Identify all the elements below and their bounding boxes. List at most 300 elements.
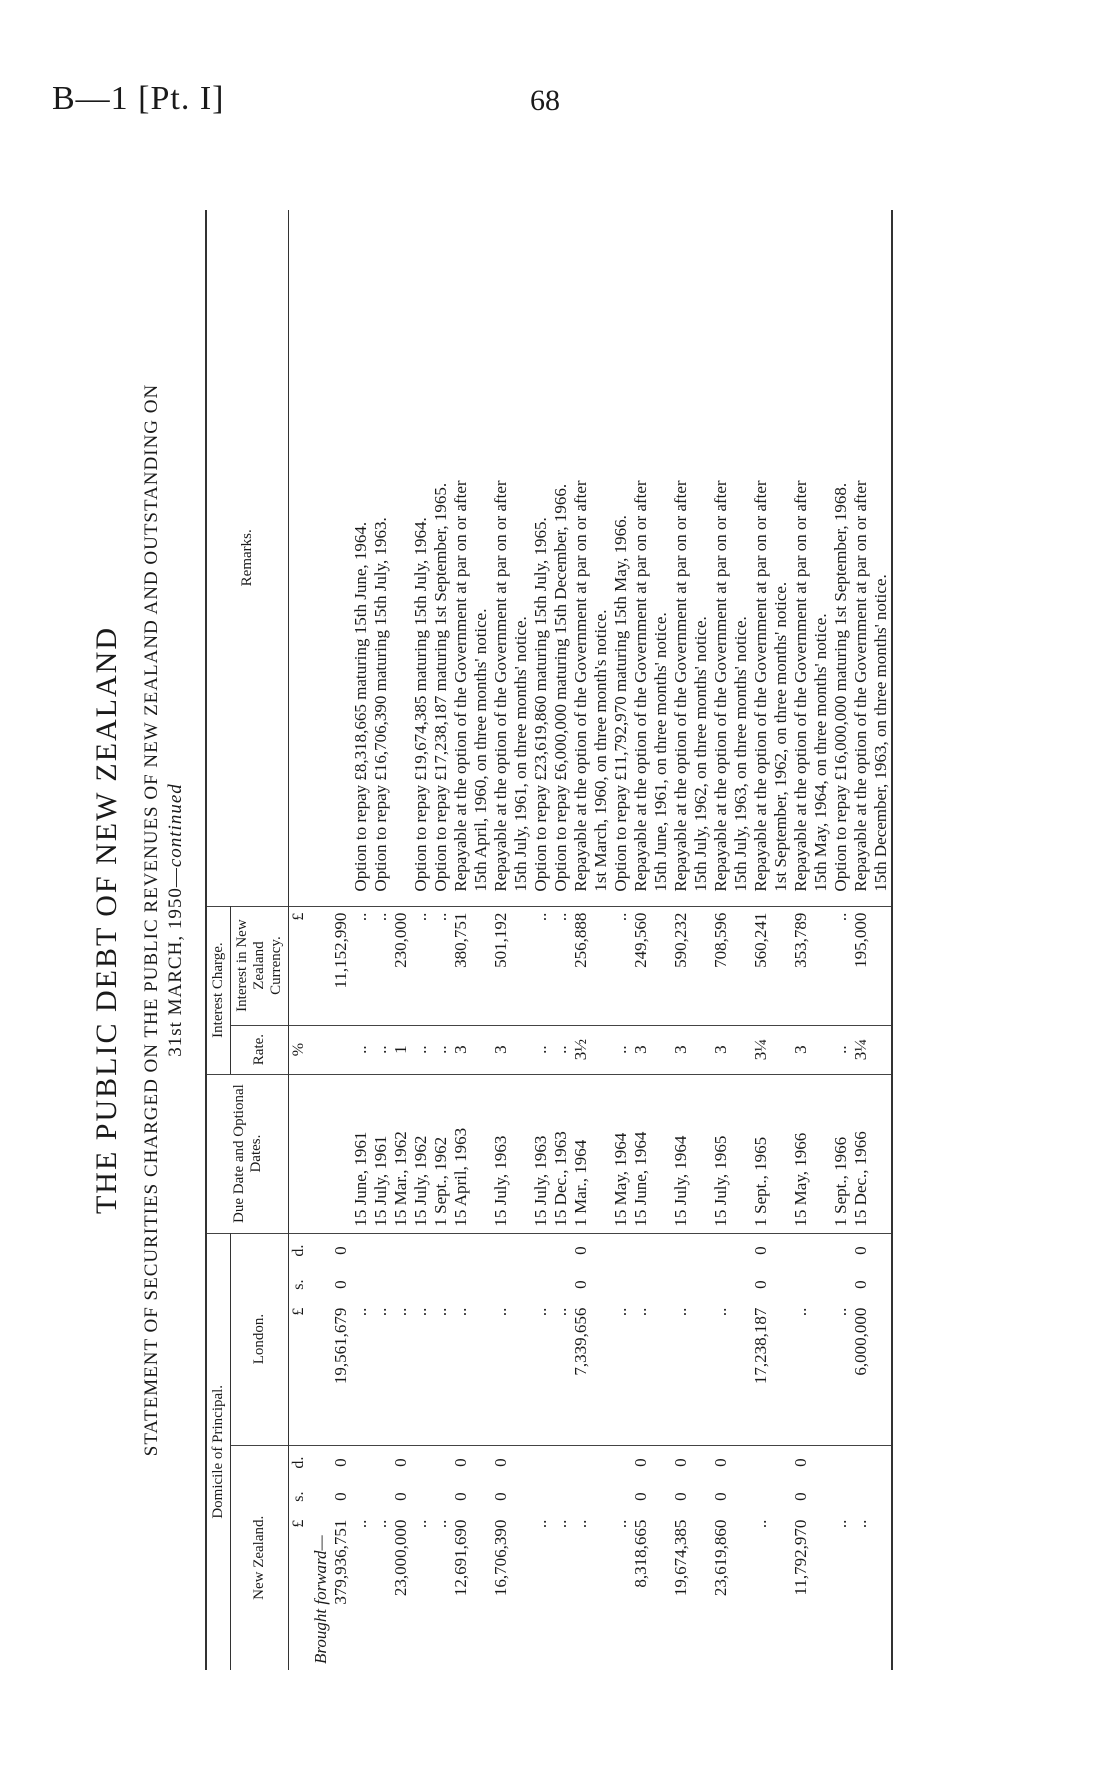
remarks-text: Repayable at the option of the Government at par on or after <box>451 480 470 892</box>
nz-amount: 23,000,000 <box>391 1519 410 1597</box>
nz-shillings <box>871 1480 892 1514</box>
nz-shillings <box>411 1480 431 1514</box>
remarks-text: Option to repay £16,000,000 maturing 1st September, 1968. <box>831 482 850 892</box>
nz-shillings <box>511 1480 531 1514</box>
table-row <box>831 210 851 1670</box>
table-row <box>431 210 451 1670</box>
london-pence <box>711 1233 731 1268</box>
remarks-text <box>391 210 411 906</box>
remarks-header: Remarks. <box>206 210 289 906</box>
london-amount <box>651 1302 671 1446</box>
unit-s: s. <box>290 1279 307 1290</box>
brought-forward-row <box>311 210 331 1670</box>
nz-pence <box>651 1445 671 1480</box>
table-row <box>811 210 831 1670</box>
nz-pence: 0 <box>491 1445 511 1480</box>
nz-amount: .. <box>751 1519 770 1529</box>
nz-amount: 11,792,970 <box>791 1519 810 1596</box>
london-shillings <box>651 1268 671 1302</box>
nz-pence <box>811 1445 831 1480</box>
london-pence <box>411 1233 431 1268</box>
due-date: 15 June, 1961 <box>351 1074 371 1233</box>
table-row <box>391 210 411 1670</box>
london-shillings <box>791 1268 811 1302</box>
nz-pence: 0 <box>631 1445 651 1480</box>
nz-shillings: 0 <box>631 1492 650 1501</box>
nz-pence <box>831 1445 851 1480</box>
interest-amount <box>471 906 491 1025</box>
due-date <box>771 1074 791 1233</box>
london-amount <box>511 1302 531 1446</box>
london-pence <box>671 1233 691 1268</box>
nz-pence <box>751 1445 771 1480</box>
nz-shillings: 0 <box>451 1492 470 1501</box>
london-pence <box>371 1233 391 1268</box>
nz-pence: 0 <box>711 1445 731 1480</box>
nz-amount: 16,706,390 <box>491 1519 510 1597</box>
nz-amount: .. <box>431 1519 450 1529</box>
london-amount: .. <box>411 1307 430 1317</box>
remarks-text: Repayable at the option of the Government at par on or after <box>631 480 650 892</box>
nz-shillings <box>731 1480 751 1514</box>
london-pence: 0 <box>751 1233 771 1268</box>
table-row <box>871 210 892 1670</box>
interest-amount: 560,241 <box>751 906 771 1025</box>
brought-forward-label: Brought forward— <box>311 1445 331 1670</box>
due-date: 15 Mar., 1962 <box>391 1074 411 1233</box>
london-pence <box>471 1233 491 1268</box>
due-date <box>331 1074 351 1233</box>
interest-amount: 501,192 <box>491 906 511 1025</box>
interest-rate: 3 <box>451 1025 471 1074</box>
due-date: 15 May, 1964 <box>611 1074 631 1233</box>
page-number: 68 <box>530 84 560 117</box>
london-amount: 19,561,679 <box>331 1307 350 1385</box>
remarks-text: 15th July, 1963, on three months' notice. <box>731 616 750 892</box>
london-amount <box>871 1302 892 1446</box>
due-date-header: Due Date and Optional Dates. <box>206 1074 289 1233</box>
london-shillings <box>591 1268 611 1302</box>
due-date: 15 July, 1965 <box>711 1074 731 1233</box>
due-date: 15 July, 1963 <box>491 1074 511 1233</box>
unit-d: d. <box>289 1233 312 1268</box>
nz-shillings <box>651 1480 671 1514</box>
table-row <box>411 210 431 1670</box>
interest-rate: 3 <box>671 1025 691 1074</box>
interest-rate: 3½ <box>571 1025 591 1074</box>
table-row <box>491 210 511 1670</box>
interest-rate: 3¼ <box>851 1025 871 1074</box>
interest-rate <box>731 1025 751 1074</box>
london-shillings: 0 <box>571 1280 590 1289</box>
page-reference: B—1 [Pt. I] <box>52 80 225 117</box>
remarks-text: 15th July, 1961, on three months' notice. <box>511 616 530 892</box>
interest-rate: 3 <box>791 1025 811 1074</box>
london-shillings <box>611 1268 631 1302</box>
london-pence <box>531 1233 551 1268</box>
interest-amount: .. <box>431 906 451 1025</box>
nz-shillings <box>811 1480 831 1514</box>
remarks-text: Option to repay £6,000,000 maturing 15th December, 1966. <box>551 483 570 892</box>
nz-pence <box>471 1445 491 1480</box>
london-pence: 0 <box>331 1233 351 1268</box>
london-pence: 0 <box>571 1233 591 1268</box>
remarks-text: 1st March, 1960, on three month's notice. <box>591 609 610 892</box>
nz-pence: 0 <box>791 1445 811 1480</box>
nz-shillings: 0 <box>391 1492 410 1501</box>
due-date: 15 Dec., 1966 <box>851 1074 871 1233</box>
subtitle-line-1: STATEMENT OF SECURITIES CHARGED ON THE PUBLIC REVENUES OF NEW ZEALAND AND OUTSTANDING ON <box>141 383 162 1457</box>
table-row <box>371 210 391 1670</box>
nz-pence <box>691 1445 711 1480</box>
nz-amount: .. <box>571 1519 590 1529</box>
due-date <box>471 1074 491 1233</box>
nz-amount: 8,318,665 <box>631 1519 650 1588</box>
london-pence <box>651 1233 671 1268</box>
interest-amount <box>691 906 711 1025</box>
nz-amount: .. <box>551 1519 570 1529</box>
london-shillings <box>491 1268 511 1302</box>
interest-amount <box>731 906 751 1025</box>
table-row <box>571 210 591 1670</box>
interest-amount <box>871 906 892 1025</box>
rate-header: Rate. <box>231 1025 289 1074</box>
london-amount: .. <box>631 1307 650 1317</box>
nz-amount <box>471 1514 491 1670</box>
interest-rate <box>771 1025 791 1074</box>
remarks-text: 15th July, 1962, on three months' notice. <box>691 616 710 892</box>
unit-s: s. <box>290 1491 307 1502</box>
london-pence <box>551 1233 571 1268</box>
london-pence <box>611 1233 631 1268</box>
nz-amount: 23,619,860 <box>711 1519 730 1597</box>
nz-amount <box>771 1514 791 1670</box>
due-date <box>511 1074 531 1233</box>
interest-rate <box>471 1025 491 1074</box>
interest-amount <box>591 906 611 1025</box>
remarks-text: Repayable at the option of the Government at par on or after <box>791 480 810 892</box>
london-pence <box>631 1233 651 1268</box>
nz-shillings <box>371 1480 391 1514</box>
nz-shillings <box>831 1480 851 1514</box>
interest-amount: 353,789 <box>791 906 811 1025</box>
remarks-text: Repayable at the option of the Government at par on or after <box>571 480 590 892</box>
remarks-text: Repayable at the option of the Government at par on or after <box>711 480 730 892</box>
london-shillings <box>811 1268 831 1302</box>
nz-pence <box>531 1445 551 1480</box>
interest-amount: .. <box>611 906 631 1025</box>
interest-rate <box>331 1025 351 1074</box>
interest-amount: 256,888 <box>571 906 591 1025</box>
due-date: 15 June, 1964 <box>631 1074 651 1233</box>
remarks-text: Option to repay £23,619,860 maturing 15th July, 1965. <box>531 517 550 892</box>
remarks-text: Repayable at the option of the Government at par on or after <box>751 480 770 892</box>
london-shillings <box>351 1268 371 1302</box>
nz-shillings <box>591 1480 611 1514</box>
london-pence <box>791 1233 811 1268</box>
rotated-table-page <box>80 140 1010 1700</box>
nz-shillings: 0 <box>331 1492 350 1501</box>
interest-rate: 1 <box>391 1025 411 1074</box>
nz-shillings <box>851 1480 871 1514</box>
london-amount: .. <box>391 1307 410 1317</box>
interest-amount: .. <box>531 906 551 1025</box>
remarks-text <box>331 210 351 906</box>
remarks-text: Repayable at the option of the Government at par on or after <box>851 480 870 892</box>
london-header: London. <box>231 1233 289 1445</box>
due-date: 1 Sept., 1966 <box>831 1074 851 1233</box>
remarks-text: Option to repay £16,706,390 maturing 15th July, 1963. <box>371 517 390 892</box>
london-shillings <box>631 1268 651 1302</box>
london-amount: .. <box>671 1307 690 1317</box>
london-amount: 17,238,187 <box>751 1307 770 1385</box>
nz-pence: 0 <box>671 1445 691 1480</box>
nz-shillings: 0 <box>671 1492 690 1501</box>
interest-rate: .. <box>411 1025 431 1074</box>
interest-rate <box>691 1025 711 1074</box>
london-amount: .. <box>371 1307 390 1317</box>
unit-pound: £ <box>289 906 312 1025</box>
due-date: 1 Sept., 1962 <box>431 1074 451 1233</box>
interest-rate: 3 <box>711 1025 731 1074</box>
remarks-text: 15th April, 1960, on three months' notice. <box>471 608 490 892</box>
london-shillings <box>411 1268 431 1302</box>
due-date <box>811 1074 831 1233</box>
due-date: 1 Sept., 1965 <box>751 1074 771 1233</box>
unit-d: d. <box>289 1445 312 1480</box>
subtitle-line-2 <box>164 140 188 1700</box>
london-shillings <box>511 1268 531 1302</box>
due-date: 15 Dec., 1963 <box>551 1074 571 1233</box>
london-amount <box>471 1302 491 1446</box>
nz-amount: 379,936,751 <box>331 1519 350 1605</box>
units-row <box>289 210 312 1670</box>
nz-shillings <box>571 1480 591 1514</box>
london-shillings <box>731 1268 751 1302</box>
remarks-text: Repayable at the option of the Government at par on or after <box>491 480 510 892</box>
table-row <box>851 210 871 1670</box>
interest-rate <box>811 1025 831 1074</box>
nz-amount: .. <box>371 1519 390 1529</box>
interest-rate: 3¼ <box>751 1025 771 1074</box>
interest-amount: 230,000 <box>391 906 411 1025</box>
nz-pence: 0 <box>331 1445 351 1480</box>
table-row <box>591 210 611 1670</box>
nz-shillings <box>531 1480 551 1514</box>
london-amount: .. <box>831 1307 850 1317</box>
table-row <box>331 210 351 1670</box>
london-shillings <box>431 1268 451 1302</box>
interest-rate <box>651 1025 671 1074</box>
table-row <box>771 210 791 1670</box>
london-shillings <box>831 1268 851 1302</box>
london-pence <box>491 1233 511 1268</box>
table-row <box>511 210 531 1670</box>
nz-shillings <box>471 1480 491 1514</box>
table-row <box>731 210 751 1670</box>
page-title: THE PUBLIC DEBT OF NEW ZEALAND <box>90 625 123 1215</box>
domicile-header: Domicile of Principal. <box>206 1233 231 1670</box>
table-body <box>289 210 893 1670</box>
london-shillings <box>691 1268 711 1302</box>
london-amount <box>771 1302 791 1446</box>
nz-amount <box>731 1514 751 1670</box>
unit-pct: % <box>289 1025 312 1074</box>
london-shillings: 0 <box>751 1280 770 1289</box>
nz-amount: .. <box>831 1519 850 1529</box>
london-shillings: 0 <box>851 1280 870 1289</box>
remarks-text: 1st September, 1962, on three months' notice. <box>771 581 790 892</box>
london-amount: .. <box>451 1307 470 1317</box>
table-row <box>471 210 491 1670</box>
due-date: 15 May, 1966 <box>791 1074 811 1233</box>
subtitle-continued: continued <box>165 783 186 868</box>
interest-amount: 708,596 <box>711 906 731 1025</box>
nz-amount: 12,691,690 <box>451 1519 470 1597</box>
nz-amount <box>651 1514 671 1670</box>
london-shillings: 0 <box>331 1280 350 1289</box>
nz-pence <box>431 1445 451 1480</box>
interest-rate <box>511 1025 531 1074</box>
unit-pound: £ <box>290 1519 307 1528</box>
table-row <box>531 210 551 1670</box>
london-amount: .. <box>551 1307 570 1317</box>
interest-amount: .. <box>551 906 571 1025</box>
nz-amount <box>871 1514 892 1670</box>
interest-amount: .. <box>371 906 391 1025</box>
nz-amount: .. <box>411 1519 430 1529</box>
interest-amount: .. <box>411 906 431 1025</box>
london-pence <box>591 1233 611 1268</box>
table-row <box>791 210 811 1670</box>
due-date <box>691 1074 711 1233</box>
interest-rate: .. <box>611 1025 631 1074</box>
interest-amount: 249,560 <box>631 906 651 1025</box>
interest-rate: .. <box>551 1025 571 1074</box>
nz-shillings: 0 <box>791 1492 810 1501</box>
nz-pence <box>511 1445 531 1480</box>
london-amount: .. <box>491 1307 510 1317</box>
table-row <box>711 210 731 1670</box>
london-pence <box>731 1233 751 1268</box>
interest-amount: 11,152,990 <box>331 906 351 1025</box>
london-shillings <box>771 1268 791 1302</box>
nz-shillings <box>551 1480 571 1514</box>
interest-amount: 380,751 <box>451 906 471 1025</box>
interest-nz-header: Interest in New Zealand Currency. <box>231 906 289 1025</box>
remarks-text: 15th December, 1963, on three months' notice. <box>871 574 890 892</box>
nz-shillings <box>691 1480 711 1514</box>
london-amount: .. <box>791 1307 810 1317</box>
due-date <box>651 1074 671 1233</box>
nz-shillings <box>751 1480 771 1514</box>
securities-table <box>205 210 893 1670</box>
interest-amount <box>651 906 671 1025</box>
nz-pence <box>571 1445 591 1480</box>
london-pence <box>811 1233 831 1268</box>
london-amount: 6,000,000 <box>851 1307 870 1376</box>
london-pence <box>771 1233 791 1268</box>
remarks-text: 15th June, 1961, on three months' notice. <box>651 612 670 892</box>
london-amount: 7,339,656 <box>571 1307 590 1376</box>
page-subtitle <box>140 140 188 1700</box>
london-amount: .. <box>611 1307 630 1317</box>
interest-charge-header: Interest Charge. <box>206 906 231 1074</box>
london-shillings <box>551 1268 571 1302</box>
subtitle-date: 31st MARCH, 1950— <box>165 867 186 1057</box>
london-amount: .. <box>711 1307 730 1317</box>
london-amount <box>731 1302 751 1446</box>
interest-amount: 590,232 <box>671 906 691 1025</box>
nz-pence: 0 <box>451 1445 471 1480</box>
table-row <box>751 210 771 1670</box>
london-pence: 0 <box>851 1233 871 1268</box>
interest-rate <box>871 1025 892 1074</box>
interest-rate: 3 <box>491 1025 511 1074</box>
due-date <box>591 1074 611 1233</box>
london-amount: .. <box>431 1307 450 1317</box>
nz-pence <box>411 1445 431 1480</box>
nz-pence <box>551 1445 571 1480</box>
nz-shillings: 0 <box>711 1492 730 1501</box>
table-row <box>451 210 471 1670</box>
interest-rate: .. <box>831 1025 851 1074</box>
nz-pence <box>771 1445 791 1480</box>
table-row <box>611 210 631 1670</box>
due-date: 15 July, 1962 <box>411 1074 431 1233</box>
nz-amount <box>811 1514 831 1670</box>
nz-shillings <box>431 1480 451 1514</box>
interest-amount <box>771 906 791 1025</box>
remarks-text: Option to repay £17,238,187 maturing 1st September, 1965. <box>431 482 450 892</box>
due-date: 15 July, 1961 <box>371 1074 391 1233</box>
interest-amount <box>511 906 531 1025</box>
london-pence <box>691 1233 711 1268</box>
nz-amount <box>591 1514 611 1670</box>
london-shillings <box>871 1268 892 1302</box>
remarks-text: Repayable at the option of the Government at par on or after <box>671 480 690 892</box>
london-pence <box>351 1233 371 1268</box>
nz-shillings <box>771 1480 791 1514</box>
due-date: 15 July, 1963 <box>531 1074 551 1233</box>
nz-pence <box>371 1445 391 1480</box>
london-shillings <box>471 1268 491 1302</box>
nz-pence <box>591 1445 611 1480</box>
london-pence <box>451 1233 471 1268</box>
london-shillings <box>711 1268 731 1302</box>
table-row <box>351 210 371 1670</box>
remarks-text: Option to repay £19,674,385 maturing 15th July, 1964. <box>411 517 430 892</box>
london-shillings <box>391 1268 411 1302</box>
london-amount: .. <box>351 1307 370 1317</box>
london-pence <box>431 1233 451 1268</box>
table-row <box>691 210 711 1670</box>
interest-rate: .. <box>371 1025 391 1074</box>
nz-pence <box>611 1445 631 1480</box>
nz-pence <box>731 1445 751 1480</box>
nz-shillings <box>351 1480 371 1514</box>
nz-amount: .. <box>851 1519 870 1529</box>
table-row <box>551 210 571 1670</box>
nz-pence <box>851 1445 871 1480</box>
nz-pence <box>351 1445 371 1480</box>
interest-rate: .. <box>351 1025 371 1074</box>
interest-rate: .. <box>431 1025 451 1074</box>
nz-amount <box>691 1514 711 1670</box>
london-amount: .. <box>531 1307 550 1317</box>
nz-amount: .. <box>611 1519 630 1529</box>
due-date: 15 April, 1963 <box>451 1074 471 1233</box>
